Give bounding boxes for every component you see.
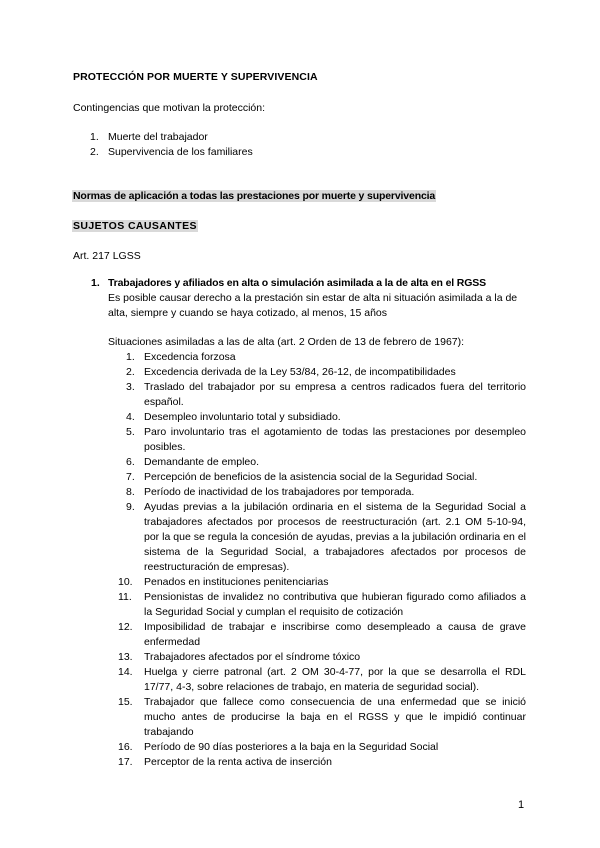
list-item-number: 2. [90, 146, 99, 158]
sujetos-heading-block [72, 219, 198, 234]
list-item [126, 485, 526, 500]
list-item [126, 410, 526, 425]
contingencies-list [90, 130, 253, 160]
list-item [126, 470, 526, 485]
list-item [118, 590, 526, 620]
list-item-number: 12. [118, 621, 133, 633]
list-item-text: Pensionistas de invalidez no contributiva que hubieran figurado como afiliados a la Seguridad Social y cumplan el requisito de cotización [144, 591, 526, 618]
list-item [118, 755, 526, 770]
list-item-text: Ayudas previas a la jubilación ordinaria en el sistema de la Seguridad Social a trabajadores afectados por procesos de reestructuración (art. 2.1 OM 5-10-94, por la que se regula la concesión de ayudas, previas a la jubilación ordinaria en el sistema de la Seguridad Social, a trabajadores afectados por procesos de reestructuración de empresas). [144, 501, 526, 573]
list-item-text: Huelga y cierre patronal (art. 2 OM 30-4-77, por la que se desarrolla el RDL 17/77, 4-3, sobre relaciones de trabajo, en materia de seguridad social). [144, 666, 526, 693]
list-item-number: 16. [118, 741, 133, 753]
list-item [126, 380, 526, 410]
list-item [126, 350, 526, 365]
list-item-text: Percepción de beneficios de la asistencia social de la Seguridad Social. [144, 471, 478, 483]
normas-heading-block [72, 189, 436, 204]
list-item-text: Paro involuntario tras el agotamiento de todas las prestaciones por desempleo posibles. [144, 426, 526, 453]
list-item-number: 5. [126, 426, 135, 438]
list-item-number: 7. [126, 471, 135, 483]
list-item-number: 15. [118, 696, 133, 708]
list-item-number: 3. [126, 381, 135, 393]
item1-text: Es posible causar derecho a la prestación sin estar de alta ni situación asimilada a la de alta, siempre y cuando se haya cotizado, al menos, 15 años [108, 292, 518, 319]
list-item-number: 9. [126, 501, 135, 513]
list-item [118, 740, 526, 755]
list-item-text: Período de inactividad de los trabajadores por temporada. [144, 486, 415, 498]
list-item-text: Desempleo involuntario total y subsidiado. [144, 411, 341, 423]
document-title: PROTECCIÓN POR MUERTE Y SUPERVIVENCIA [73, 71, 318, 83]
list-item [118, 650, 526, 665]
list-item-text: Muerte del trabajador [108, 131, 208, 143]
list-item-number: 8. [126, 486, 135, 498]
list-item-text: Demandante de empleo. [144, 456, 259, 468]
item1-number: 1. [91, 277, 100, 289]
normas-heading: Normas de aplicación a todas las prestaciones por muerte y supervivencia [73, 190, 436, 202]
list-item-number: 10. [118, 576, 133, 588]
list-item-text: Excedencia forzosa [144, 351, 236, 363]
list-item-text: Supervivencia de los familiares [108, 146, 253, 158]
list-item-number: 6. [126, 456, 135, 468]
article-reference: Art. 217 LGSS [73, 250, 141, 262]
page-number: 1 [518, 799, 525, 811]
list-item-text: Trabajadores afectados por el síndrome tóxico [144, 651, 361, 663]
list-item [90, 130, 253, 145]
list-item-number: 4. [126, 411, 135, 423]
list-item-text: Período de 90 días posteriores a la baja en la Seguridad Social [144, 741, 439, 753]
list-item [126, 425, 526, 455]
list-item-number: 1. [126, 351, 135, 363]
situations-list [118, 350, 526, 770]
list-item [90, 145, 253, 160]
item1-heading: Trabajadores y afiliados en alta o simulación asimilada a la de alta en el RGSS [108, 277, 486, 289]
sujetos-heading: SUJETOS CAUSANTES [73, 220, 197, 232]
list-item-text: Perceptor de la renta activa de inserción [144, 756, 332, 768]
list-item [126, 500, 526, 575]
contingencies-intro: Contingencias que motivan la protección: [73, 102, 266, 114]
list-item [118, 695, 526, 740]
list-item-text: Imposibilidad de trabajar e inscribirse como desempleado a causa de grave enfermedad [144, 621, 526, 648]
situations-intro: Situaciones asimiladas a las de alta (art. 2 Orden de 13 de febrero de 1967): [108, 336, 465, 348]
list-item-number: 14. [118, 666, 133, 678]
list-item-text: Penados en instituciones penitenciarias [144, 576, 329, 588]
list-item-number: 1. [90, 131, 99, 143]
list-item-text: Excedencia derivada de la Ley 53/84, 26-12, de incompatibilidades [144, 366, 456, 378]
list-item [126, 455, 526, 470]
list-item-number: 17. [118, 756, 133, 768]
list-item-number: 11. [118, 591, 132, 603]
list-item-number: 13. [118, 651, 133, 663]
list-item-text: Trabajador que fallece como consecuencia de una enfermedad que se inició mucho antes de producirse la baja en el RGSS y que le impidió continuar trabajando [144, 696, 526, 738]
list-item [118, 620, 526, 650]
list-item-text: Traslado del trabajador por su empresa a centros radicados fuera del territorio español. [144, 381, 526, 408]
list-item [126, 365, 526, 380]
list-item-number: 2. [126, 366, 135, 378]
list-item [118, 665, 526, 695]
list-item [118, 575, 526, 590]
